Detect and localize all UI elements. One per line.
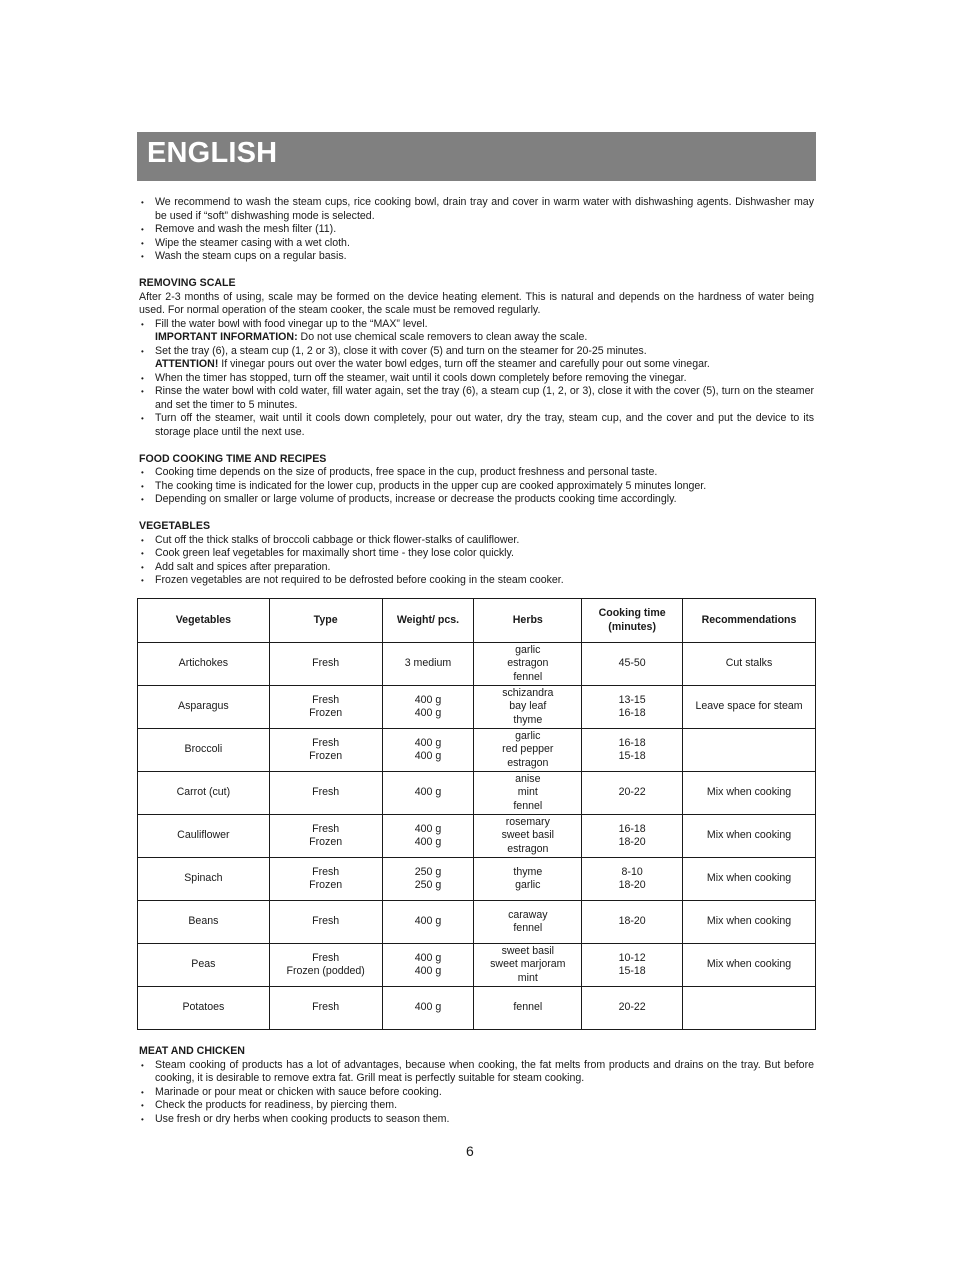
col-header-weight: Weight/ pcs. xyxy=(382,599,474,643)
cell-cooking-time xyxy=(582,772,683,815)
meat-heading: MEAT AND CHICKEN xyxy=(139,1045,245,1057)
cell-line: sweet basil xyxy=(501,944,554,957)
cell-recommendation: Leave space for steam xyxy=(683,686,816,729)
cell-type xyxy=(269,686,382,729)
cell-cooking-time xyxy=(582,944,683,987)
cell-vegetable: Asparagus xyxy=(138,686,270,729)
col-header-herbs: Herbs xyxy=(474,599,582,643)
cell-line: Frozen xyxy=(309,836,343,848)
cell-type xyxy=(269,901,382,944)
cell-line: 18-20 xyxy=(618,879,646,891)
list-item: • Add salt and spices after preparation. xyxy=(139,561,814,575)
cell-line: 16-18 xyxy=(618,707,646,719)
cell-line: Fresh xyxy=(312,951,340,964)
cell-weight xyxy=(382,772,474,815)
attention-note-text: If vinegar pours out over the water bowl edges, turn off the steamer and carefully pour out some vinegar. xyxy=(218,358,710,370)
cell-weight xyxy=(382,643,474,686)
vegetables-list xyxy=(139,534,814,588)
cell-line: bay leaf xyxy=(509,700,547,713)
table-row xyxy=(138,686,816,729)
cell-line: Frozen xyxy=(309,750,343,762)
cell-line: 400 g xyxy=(414,693,442,706)
list-item: • Turn off the steamer, wait until it cools down completely, pour out water, dry the tray, steam cup, and the cover and put the device to its storage place until the next use. xyxy=(139,412,814,439)
cell-line: thyme xyxy=(513,713,543,726)
cell-line: Frozen xyxy=(309,879,343,891)
cell-line: Fresh xyxy=(312,657,340,670)
cell-line: 16-18 xyxy=(618,736,646,749)
cell-line: garlic xyxy=(515,729,541,742)
col-header-vegetables: Vegetables xyxy=(138,599,270,643)
cell-line: Fresh xyxy=(312,822,340,835)
cell-recommendation: Mix when cooking xyxy=(683,858,816,901)
table-row xyxy=(138,772,816,815)
table-header-row xyxy=(138,599,816,643)
cell-line: anise xyxy=(515,772,541,785)
table-row xyxy=(138,815,816,858)
cell-vegetable: Broccoli xyxy=(138,729,270,772)
list-item: • Depending on smaller or large volume of products, increase or decrease the products cooking time accordingly. xyxy=(139,493,814,507)
cell-line: 20-22 xyxy=(618,1001,646,1014)
cell-type xyxy=(269,987,382,1030)
cell-type xyxy=(269,729,382,772)
list-item: • Set the tray (6), a steam cup (1, 2 or 3), close it with cover (5) and turn on the steamer for 20-25 minutes. xyxy=(139,345,814,359)
list-item: • Steam cooking of products has a lot of advantages, because when cooking, the fat melts from products and drains on the tray. But before cooking, it is desirable to remove extra fat. Grill meat is perfectly suitable for steam cooking. xyxy=(139,1059,814,1086)
cell-line: 400 g xyxy=(414,707,442,719)
cell-line: rosemary xyxy=(505,815,550,828)
list-item: • Cook green leaf vegetables for maximally short time - they lose color quickly. xyxy=(139,547,814,561)
meat-section xyxy=(139,1045,814,1126)
list-item: • Remove and wash the mesh filter (11). xyxy=(139,223,814,237)
vegetables-cooking-table xyxy=(137,598,816,1030)
list-item: • Check the products for readiness, by piercing them. xyxy=(139,1099,814,1113)
cell-weight xyxy=(382,686,474,729)
cooking-time-header-line: Cooking time xyxy=(598,607,666,620)
cell-line: 45-50 xyxy=(618,657,646,670)
important-note-text: Do not use chemical scale removers to clean away the scale. xyxy=(297,331,588,343)
col-header-recommendations: Recommendations xyxy=(683,599,816,643)
cell-line: 18-20 xyxy=(618,836,646,848)
cell-vegetable: Potatoes xyxy=(138,987,270,1030)
cell-line: 400 g xyxy=(414,822,442,835)
cell-weight xyxy=(382,729,474,772)
list-item: • Wash the steam cups on a regular basis. xyxy=(139,250,814,264)
cell-line: 13-15 xyxy=(618,693,646,706)
cell-line: 400 g xyxy=(414,965,442,977)
cell-herbs xyxy=(474,772,582,815)
cooking-time-header-unit: (minutes) xyxy=(608,620,656,633)
cell-line: 15-18 xyxy=(618,750,646,762)
cell-cooking-time xyxy=(582,815,683,858)
cell-weight xyxy=(382,987,474,1030)
cell-line: fennel xyxy=(513,670,543,683)
cell-type xyxy=(269,643,382,686)
cell-type xyxy=(269,815,382,858)
cell-herbs xyxy=(474,686,582,729)
cell-vegetable: Artichokes xyxy=(138,643,270,686)
cell-line: garlic xyxy=(515,643,541,656)
cell-herbs xyxy=(474,944,582,987)
cell-weight xyxy=(382,944,474,987)
cell-line: 400 g xyxy=(414,836,442,848)
cell-line: Frozen (podded) xyxy=(286,965,365,977)
cell-vegetable: Carrot (cut) xyxy=(138,772,270,815)
cell-herbs xyxy=(474,729,582,772)
food-cooking-heading: FOOD COOKING TIME AND RECIPES xyxy=(139,452,327,465)
cell-herbs xyxy=(474,858,582,901)
list-item: • Marinade or pour meat or chicken with sauce before cooking. xyxy=(139,1086,814,1100)
cell-line: 400 g xyxy=(414,1001,442,1014)
important-note-lead: IMPORTANT INFORMATION: xyxy=(155,331,298,343)
list-item: • Wipe the steamer casing with a wet cloth. xyxy=(139,237,814,251)
removing-scale-heading: REMOVING SCALE xyxy=(139,277,236,289)
cell-cooking-time xyxy=(582,901,683,944)
cell-line: 8-10 xyxy=(621,865,643,878)
cell-line: thyme xyxy=(513,865,543,878)
cell-recommendation xyxy=(683,729,816,772)
important-note xyxy=(139,331,814,345)
table-row xyxy=(138,643,816,686)
cell-type xyxy=(269,944,382,987)
cell-cooking-time xyxy=(582,729,683,772)
cell-vegetable: Beans xyxy=(138,901,270,944)
list-item: • Fill the water bowl with food vinegar up to the “MAX” level. xyxy=(139,318,814,332)
cell-line: 400 g xyxy=(414,951,442,964)
food-cooking-list xyxy=(139,466,814,507)
cell-vegetable: Cauliflower xyxy=(138,815,270,858)
cell-recommendation: Mix when cooking xyxy=(683,772,816,815)
cell-weight xyxy=(382,815,474,858)
col-header-type: Type xyxy=(269,599,382,643)
cell-line: 400 g xyxy=(414,736,442,749)
cell-line: 16-18 xyxy=(618,822,646,835)
cell-line: Fresh xyxy=(312,865,340,878)
cell-line: 3 medium xyxy=(404,657,452,670)
cell-line: estragon xyxy=(507,756,549,769)
col-header-cooking-time xyxy=(582,599,683,643)
cell-cooking-time xyxy=(582,858,683,901)
list-item: • Use fresh or dry herbs when cooking products to season them. xyxy=(139,1113,814,1127)
cell-line: 400 g xyxy=(414,750,442,762)
cell-line: 10-12 xyxy=(618,951,646,964)
table-row xyxy=(138,729,816,772)
attention-note xyxy=(139,358,814,372)
cell-recommendation: Mix when cooking xyxy=(683,944,816,987)
cell-herbs xyxy=(474,815,582,858)
table-row xyxy=(138,901,816,944)
cell-vegetable: Spinach xyxy=(138,858,270,901)
cell-weight xyxy=(382,901,474,944)
cell-line: 18-20 xyxy=(618,915,646,928)
cell-herbs xyxy=(474,643,582,686)
instructions-content xyxy=(139,196,814,588)
table-body xyxy=(138,643,816,1030)
cell-line: 400 g xyxy=(414,915,442,928)
cell-line: Fresh xyxy=(312,915,340,928)
removing-scale-intro: After 2-3 months of using, scale may be formed on the device heating element. This is natural and depends on the hardness of water being used. For normal operation of the steam cooker, the scale must be removed regularly. xyxy=(139,290,814,316)
cell-recommendation: Cut stalks xyxy=(683,643,816,686)
table-row xyxy=(138,987,816,1030)
table-row xyxy=(138,944,816,987)
list-item: • Frozen vegetables are not required to be defrosted before cooking in the steam cooker. xyxy=(139,574,814,588)
cell-line: 20-22 xyxy=(618,786,646,799)
list-item: • We recommend to wash the steam cups, rice cooking bowl, drain tray and cover in warm water with dishwashing agents. Dishwasher may be used if “soft” dishwashing mode is selected. xyxy=(139,196,814,223)
cell-line: fennel xyxy=(513,1001,543,1014)
cell-line: 250 g xyxy=(414,879,442,891)
table-row xyxy=(138,858,816,901)
cell-line: caraway xyxy=(508,908,548,921)
cell-line: sweet marjoram xyxy=(490,958,566,971)
meat-list xyxy=(139,1059,814,1127)
cell-recommendation: Mix when cooking xyxy=(683,815,816,858)
attention-note-lead: ATTENTION! xyxy=(155,358,219,370)
cell-vegetable: Peas xyxy=(138,944,270,987)
cell-line: 250 g xyxy=(414,865,442,878)
cell-cooking-time xyxy=(582,686,683,729)
cell-line: fennel xyxy=(513,799,543,812)
cell-line: red pepper xyxy=(502,743,554,756)
cell-line: Fresh xyxy=(312,786,340,799)
language-header-bar xyxy=(137,132,816,181)
vegetables-heading: VEGETABLES xyxy=(139,520,211,532)
cell-cooking-time xyxy=(582,643,683,686)
cell-herbs xyxy=(474,987,582,1030)
cell-line: sweet basil xyxy=(501,829,554,842)
cell-recommendation: Mix when cooking xyxy=(683,901,816,944)
list-item: • When the timer has stopped, turn off the steamer, wait until it cools down completely before removing the vinegar. xyxy=(139,372,814,386)
cell-line: Frozen xyxy=(309,707,343,719)
removing-scale-list xyxy=(139,318,814,440)
cell-herbs xyxy=(474,901,582,944)
cell-line: estragon xyxy=(507,657,549,670)
list-item: • The cooking time is indicated for the lower cup, products in the upper cup are cooked approximately 5 minutes longer. xyxy=(139,480,814,494)
cell-type xyxy=(269,772,382,815)
cleaning-list xyxy=(139,196,814,264)
cell-line: mint xyxy=(517,786,538,799)
cell-type xyxy=(269,858,382,901)
cell-line: 400 g xyxy=(414,786,442,799)
cell-line: Fresh xyxy=(312,693,340,706)
cell-line: garlic xyxy=(515,879,541,891)
cell-line: estragon xyxy=(507,842,549,855)
cell-line: schizandra xyxy=(502,686,554,699)
cell-line: 15-18 xyxy=(618,965,646,977)
cell-line: Fresh xyxy=(312,736,340,749)
list-item: • Rinse the water bowl with cold water, fill water again, set the tray (6), a steam cup (1, 2, or 3), close it with the cover (5), turn on the steamer and set the timer to 5 minutes. xyxy=(139,385,814,412)
cell-line: fennel xyxy=(513,922,543,934)
list-item: • Cut off the thick stalks of broccoli cabbage or thick flower-stalks of cauliflower. xyxy=(139,534,814,548)
cell-recommendation xyxy=(683,987,816,1030)
page-number: 6 xyxy=(466,1143,474,1159)
cell-line: mint xyxy=(517,971,538,984)
cell-weight xyxy=(382,858,474,901)
cell-line: Fresh xyxy=(312,1001,340,1014)
cell-cooking-time xyxy=(582,987,683,1030)
language-title: ENGLISH xyxy=(147,137,278,169)
list-item: • Cooking time depends on the size of products, free space in the cup, product freshness and personal taste. xyxy=(139,466,814,480)
